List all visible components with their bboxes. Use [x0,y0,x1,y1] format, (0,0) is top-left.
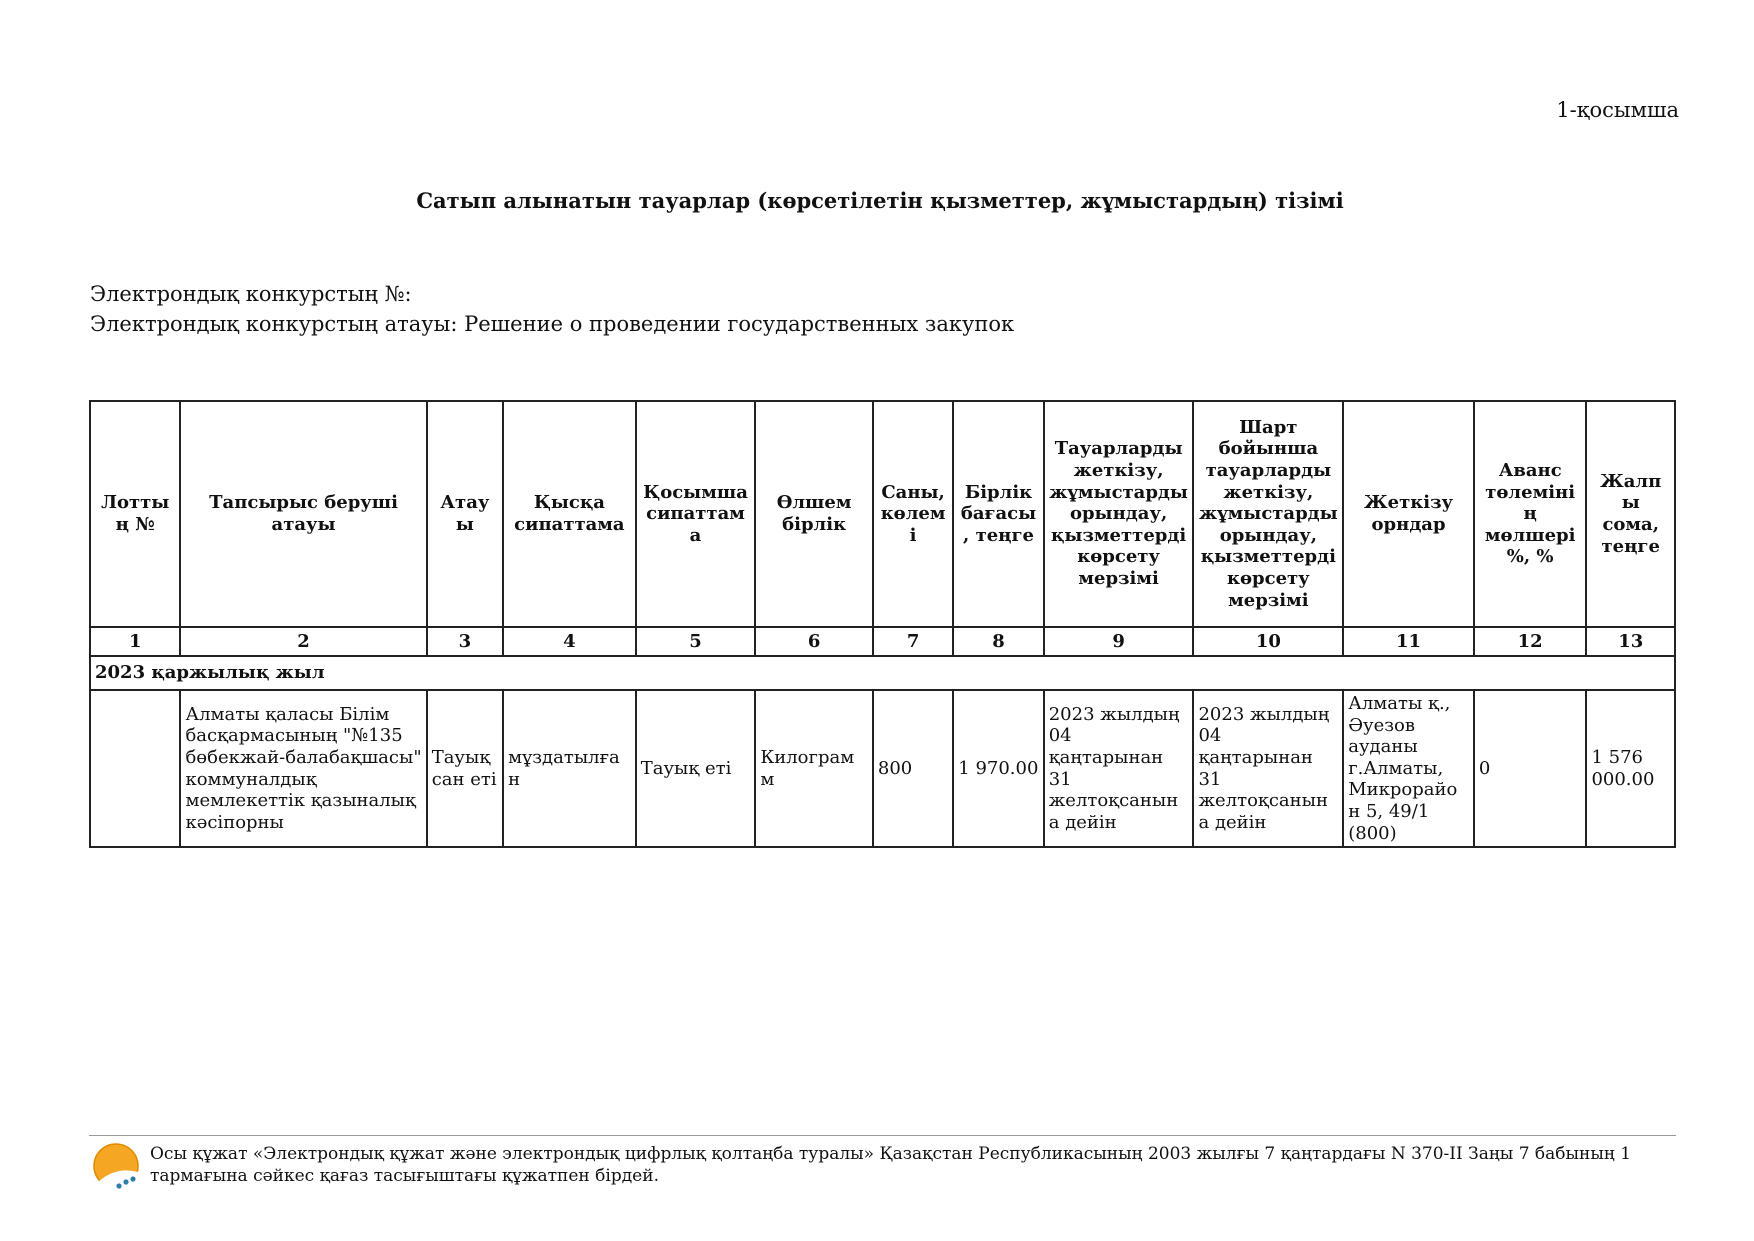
cell-unit: Килограмм [755,690,873,847]
cell-quantity: 800 [873,690,953,847]
column-number: 5 [636,627,756,656]
header-name: Атауы [427,401,503,627]
column-number: 1 [90,627,180,656]
header-advance: Аванс төлемінің мөлшері %, % [1474,401,1587,627]
cell-lot-number [90,690,180,847]
cell-customer: Алматы қаласы Білім басқармасының "№135 бөбекжай-балабақшасы" коммуналдық мемлекеттік қазыналық кәсіпорны [180,690,426,847]
annex-label: 1-қосымша [1556,98,1679,122]
column-number: 13 [1586,627,1675,656]
fiscal-year-row [90,656,1675,690]
header-unit-price: Бірлік бағасы, теңге [953,401,1043,627]
cell-unit-price: 1 970.00 [953,690,1043,847]
header-lot-number: Лоттың № [90,401,180,627]
cell-delivery-term: 2023 жылдың 04 қаңтарынан 31 желтоқсанына дейін [1044,690,1194,847]
fiscal-year-label: 2023 қаржылық жыл [90,656,1675,690]
column-number: 3 [427,627,503,656]
column-number-row [90,627,1675,656]
table-row [90,690,1675,847]
column-number: 10 [1193,627,1343,656]
table-header-row [90,401,1675,627]
cell-contract-term: 2023 жылдың 04 қаңтарынан 31 желтоқсанына дейін [1193,690,1343,847]
contest-name-line: Электрондық конкурстың атауы: Решение о проведении государственных закупок [90,312,1015,336]
contest-number-line: Электрондық конкурстың №: [90,282,412,306]
lots-table [89,400,1676,848]
header-total: Жалпы сома, теңге [1586,401,1675,627]
column-number: 12 [1474,627,1587,656]
column-number: 6 [755,627,873,656]
column-number: 11 [1343,627,1474,656]
column-number: 9 [1044,627,1194,656]
cell-total: 1 576 000.00 [1586,690,1675,847]
header-contract-term: Шарт бойынша тауарларды жеткізу, жұмыстарды орындау, қызметтерді көрсету мерзімі [1193,401,1343,627]
document-title: Сатып алынатын тауарлар (көрсетілетін қызметтер, жұмыстардың) тізімі [416,188,1344,213]
header-quantity: Саны, көлемі [873,401,953,627]
footer-legal-text: Осы құжат «Электрондық құжат және электрондық цифрлық қолтаңба туралы» Қазақстан Республикасының 2003 жылғы 7 қаңтардағы N 370-II Заңы 7 бабының 1 тармағына сәйкес қағаз тасығыштағы құжатпен бірдей. [150,1144,1632,1187]
cell-short-description: мұздатылған [503,690,636,847]
footer-divider [89,1135,1676,1136]
header-extra-description: Қосымша сипаттама [636,401,756,627]
header-customer: Тапсырыс беруші атауы [180,401,426,627]
header-delivery-term: Тауарларды жеткізу, жұмыстарды орындау, қызметтерді көрсету мерзімі [1044,401,1194,627]
egov-sun-logo-icon [92,1142,144,1194]
header-short-description: Қысқа сипаттама [503,401,636,627]
column-number: 2 [180,627,426,656]
column-number: 4 [503,627,636,656]
cell-delivery-place: Алматы қ., Әуезов ауданы г.Алматы, Микрорайон 5, 49/1 (800) [1343,690,1474,847]
header-delivery-place: Жеткізу орндар [1343,401,1474,627]
column-number: 8 [953,627,1043,656]
column-number: 7 [873,627,953,656]
cell-extra-description: Тауық еті [636,690,756,847]
header-unit: Өлшем бірлік [755,401,873,627]
cell-name: Тауық сан еті [427,690,503,847]
cell-advance: 0 [1474,690,1587,847]
